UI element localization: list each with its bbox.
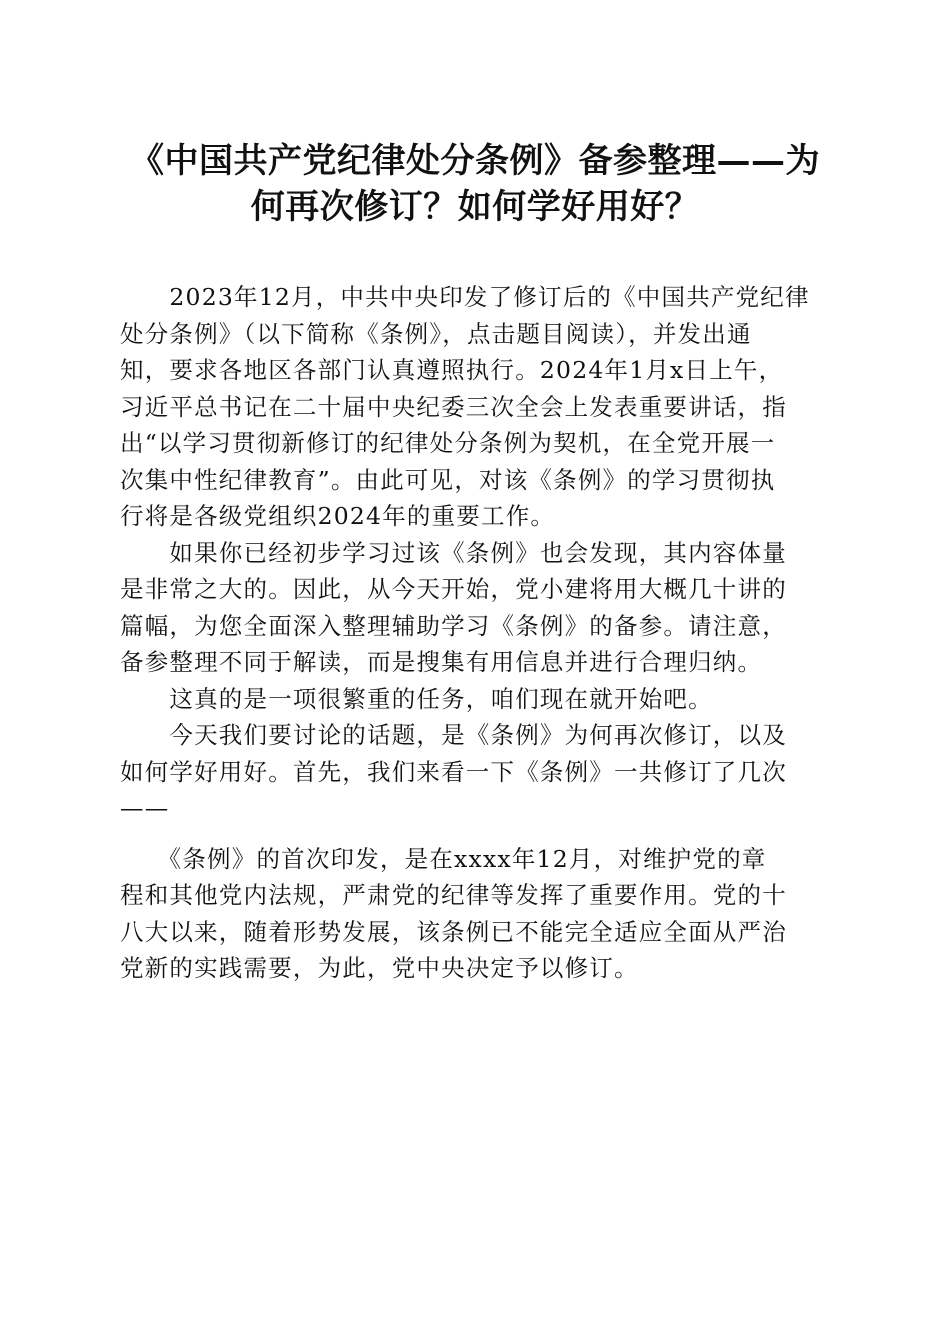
paragraph-5 bbox=[120, 841, 828, 987]
text-line: 党新的实践需要，为此，党中央决定予以修订。 bbox=[120, 954, 639, 982]
text-line: 次集中性纪律教育”。由此可见，对该《条例》的学习贯彻执 bbox=[120, 465, 776, 494]
paragraph-1 bbox=[120, 279, 828, 535]
paragraph-4 bbox=[120, 717, 828, 827]
text-line: 程和其他党内法规，严肃党的纪律等发挥了重要作用。党的十 bbox=[120, 881, 787, 909]
paragraph-spacer bbox=[120, 827, 828, 841]
text-line: 篇幅，为您全面深入整理辅助学习《条例》的备参。请注意， bbox=[120, 611, 787, 640]
title-line: 何再次修订？如何学好用好？ bbox=[250, 187, 700, 227]
document-body bbox=[120, 279, 828, 987]
text-line: 今天我们要讨论的话题，是《条例》为何再次修订，以及 bbox=[120, 721, 787, 749]
text-line: 这真的是一项很繁重的任务，咱们现在就开始吧。 bbox=[120, 684, 713, 713]
text-line: 习近平总书记在二十届中央纪委三次全会上发表重要讲话，指 bbox=[120, 392, 787, 421]
text-line: 备参整理不同于解读，而是搜集有用信息并进行合理归纳。 bbox=[120, 648, 763, 676]
text-line: —— bbox=[120, 794, 170, 822]
text-line: 如果你已经初步学习过该《条例》也会发现，其内容体量 bbox=[120, 538, 787, 567]
text-line: 是非常之大的。因此，从今天开始，党小建将用大概几十讲的 bbox=[120, 575, 787, 603]
text-line: 出“以学习贯彻新修订的纪律处分条例为契机，在全党开展一 bbox=[120, 429, 776, 457]
text-line: 《条例》的首次印发，是在xxxx年12月，对维护党的章 bbox=[120, 844, 767, 873]
text-line: 八大以来，随着形势发展，该条例已不能完全适应全面从严治 bbox=[120, 917, 787, 946]
text-line: 知，要求各地区各部门认真遵照执行。2024年1月x日上午， bbox=[120, 356, 784, 384]
text-line: 行将是各级党组织2024年的重要工作。 bbox=[120, 502, 556, 530]
paragraph-2 bbox=[120, 535, 828, 681]
text-line: 处分条例》（以下简称《条例》，点击题目阅读），并发出通 bbox=[120, 319, 752, 348]
text-line: 2023年12月，中共中央印发了修订后的《中国共产党纪律 bbox=[120, 283, 810, 311]
paragraph-3 bbox=[120, 681, 828, 718]
text-line: 如何学好用好。首先，我们来看一下《条例》一共修订了几次 bbox=[120, 757, 787, 786]
title-line: 《中国共产党纪律处分条例》备参整理——为 bbox=[130, 141, 820, 181]
document-title bbox=[110, 138, 840, 230]
